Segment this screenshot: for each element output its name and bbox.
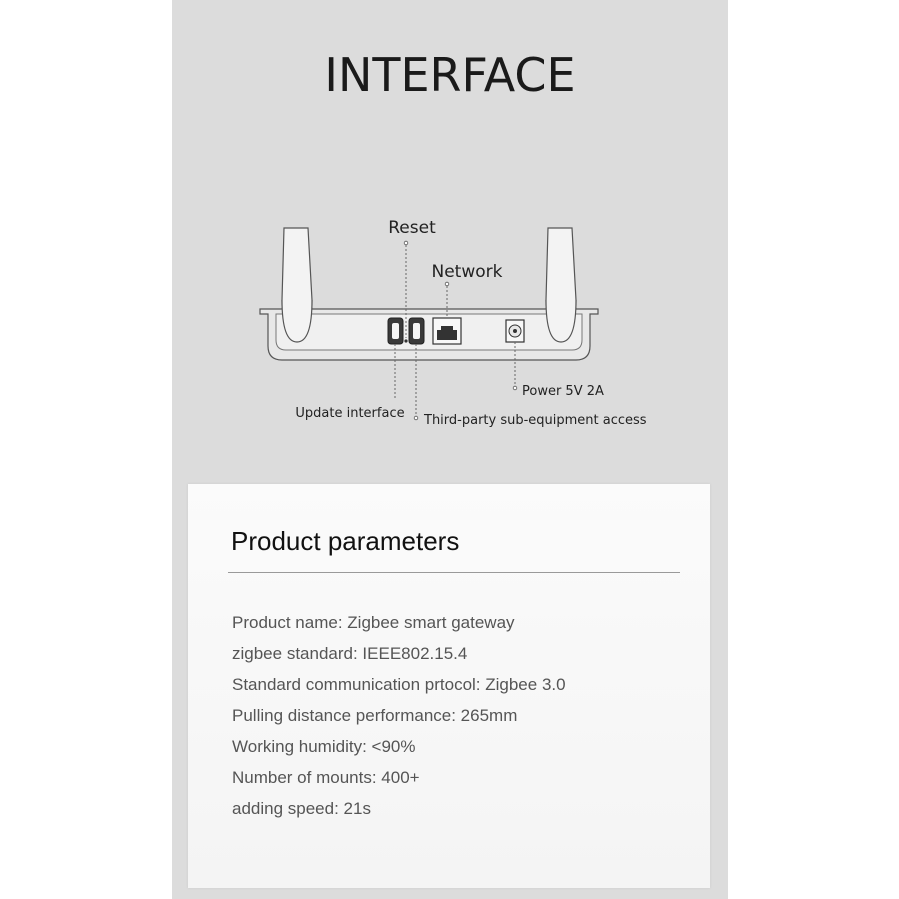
power-label: Power 5V 2A [522, 384, 604, 399]
third-party-label: Third-party sub-equipment access [424, 413, 647, 428]
divider [228, 572, 680, 573]
param-humidity: Working humidity: <90% [232, 737, 416, 756]
reset-label: Reset [388, 218, 436, 238]
update-port [388, 318, 403, 344]
product-parameters-card [188, 484, 710, 888]
param-adding-speed: adding speed: 21s [232, 799, 371, 818]
router-diagram [172, 0, 728, 470]
network-label: Network [431, 262, 503, 282]
network-port [433, 318, 461, 344]
param-protocol: Standard communication prtocol: Zigbee 3.0 [232, 675, 566, 694]
param-zigbee-standard: zigbee standard: IEEE802.15.4 [232, 644, 468, 663]
param-product-name: Product name: Zigbee smart gateway [232, 613, 515, 632]
parameters-title: Product parameters [231, 526, 460, 556]
param-mounts: Number of mounts: 400+ [232, 768, 420, 787]
reset-hole [404, 339, 407, 342]
parameters-list [232, 610, 566, 827]
third-party-port [409, 318, 424, 344]
update-label: Update interface [295, 406, 405, 421]
page-title: INTERFACE [324, 48, 576, 102]
power-port [506, 320, 524, 342]
param-pulling-distance: Pulling distance performance: 265mm [232, 706, 518, 725]
